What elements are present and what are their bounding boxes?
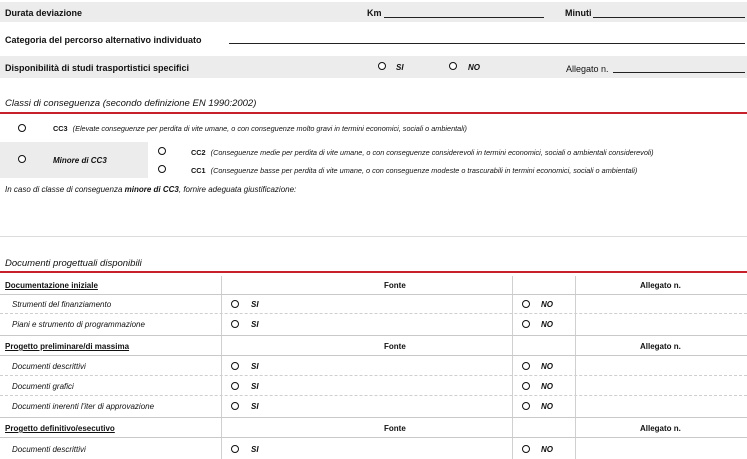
- no-label: NO: [541, 382, 553, 391]
- studi-si-radio[interactable]: [378, 62, 386, 70]
- item-label: Documenti descrittivi: [12, 362, 86, 371]
- studi-allegato-label: Allegato n.: [566, 64, 609, 74]
- studi-no-label: NO: [468, 63, 480, 72]
- si-label: SI: [251, 382, 259, 391]
- classi-divider: [0, 112, 747, 114]
- col-sep-2: [512, 276, 513, 459]
- si-radio[interactable]: [231, 445, 239, 453]
- col-sep-1: [221, 276, 222, 459]
- giustificazione-field[interactable]: [0, 198, 747, 237]
- si-label: SI: [251, 300, 259, 309]
- cc1-row: [191, 166, 637, 175]
- row-line: [0, 294, 747, 295]
- studi-si-label: SI: [396, 63, 404, 72]
- si-radio[interactable]: [231, 402, 239, 410]
- item-label: Documenti grafici: [12, 382, 74, 391]
- no-label: NO: [541, 362, 553, 371]
- cc3-row: [53, 124, 467, 133]
- note-pre: In caso di classe di conseguenza: [5, 185, 125, 194]
- si-radio[interactable]: [231, 382, 239, 390]
- group-header-preliminare: Progetto preliminare/di massima: [5, 342, 130, 351]
- cc2-row: [191, 148, 654, 157]
- row-line: [0, 417, 747, 418]
- cc1-desc: (Conseguenze basse per perdita di vite umane, o con conseguenze modeste o trascurabili in termini economici, sociali o ambientali): [210, 166, 638, 175]
- si-radio[interactable]: [231, 362, 239, 370]
- si-radio[interactable]: [231, 320, 239, 328]
- allegato-header-1: Allegato n.: [640, 281, 681, 290]
- studi-allegato-field[interactable]: [613, 72, 745, 73]
- fonte-header-2: Fonte: [384, 342, 406, 351]
- categoria-label: Categoria del percorso alternativo individuato: [5, 35, 202, 45]
- cc2-code: CC2: [191, 148, 206, 157]
- cc2-desc: (Conseguenze medie per perdita di vite umane, o con conseguenze considerevoli in termini economici, sociali o ambientali considerevoli): [210, 148, 654, 157]
- si-label: SI: [251, 402, 259, 411]
- si-label: SI: [251, 362, 259, 371]
- no-label: NO: [541, 300, 553, 309]
- no-radio[interactable]: [522, 362, 530, 370]
- item-label: Strumenti del finanziamento: [12, 300, 112, 309]
- item-label: Piani e strumento di programmazione: [12, 320, 145, 329]
- fonte-header-3: Fonte: [384, 424, 406, 433]
- minuti-field[interactable]: [593, 17, 745, 18]
- disponibilita-label: Disponibilità di studi trasportistici specifici: [5, 63, 190, 73]
- allegato-header-2: Allegato n.: [640, 342, 681, 351]
- row-line: [0, 395, 747, 396]
- cc3-desc: (Elevate conseguenze per perdita di vite umane, o con conseguenze molto gravi in termini economici, sociali o ambientali): [72, 124, 467, 133]
- allegato-header-3: Allegato n.: [640, 424, 681, 433]
- si-label: SI: [251, 320, 259, 329]
- minore-label: Minore di CC3: [53, 156, 107, 165]
- row-line: [0, 313, 747, 314]
- cc1-radio[interactable]: [158, 165, 166, 173]
- si-radio[interactable]: [231, 300, 239, 308]
- row-line: [0, 437, 747, 438]
- documenti-divider: [0, 271, 747, 273]
- documenti-title: Documenti progettuali disponibili: [5, 258, 142, 269]
- item-label: Documenti descrittivi: [12, 445, 86, 454]
- minore-radio[interactable]: [18, 155, 26, 163]
- km-field[interactable]: [384, 17, 544, 18]
- categoria-field[interactable]: [229, 43, 745, 44]
- no-label: NO: [541, 320, 553, 329]
- no-radio[interactable]: [522, 320, 530, 328]
- item-label: Documenti inerenti l'iter di approvazione: [12, 402, 155, 411]
- note-post: , fornire adeguata giustificazione:: [178, 185, 297, 194]
- no-label: NO: [541, 445, 553, 454]
- classi-title: Classi di conseguenza (secondo definizione EN 1990:2002): [5, 98, 257, 109]
- note-bold: minore di CC3: [124, 185, 179, 194]
- no-label: NO: [541, 402, 553, 411]
- group-header-definitivo: Progetto definitivo/esecutivo: [5, 424, 115, 433]
- cc2-radio[interactable]: [158, 147, 166, 155]
- studi-no-radio[interactable]: [449, 62, 457, 70]
- col-sep-3: [575, 276, 576, 459]
- cc3-radio[interactable]: [18, 124, 26, 132]
- row-line: [0, 335, 747, 336]
- si-label: SI: [251, 445, 259, 454]
- durata-label: Durata deviazione: [5, 8, 83, 18]
- giustificazione-note: [5, 185, 296, 194]
- no-radio[interactable]: [522, 300, 530, 308]
- no-radio[interactable]: [522, 382, 530, 390]
- minuti-label: Minuti: [565, 8, 592, 18]
- km-label: Km: [367, 8, 382, 18]
- cc1-code: CC1: [191, 166, 206, 175]
- fonte-header-1: Fonte: [384, 281, 406, 290]
- row-line: [0, 375, 747, 376]
- no-radio[interactable]: [522, 445, 530, 453]
- no-radio[interactable]: [522, 402, 530, 410]
- row-line: [0, 355, 747, 356]
- cc3-code: CC3: [53, 124, 68, 133]
- group-header-iniziale: Documentazione iniziale: [5, 281, 98, 290]
